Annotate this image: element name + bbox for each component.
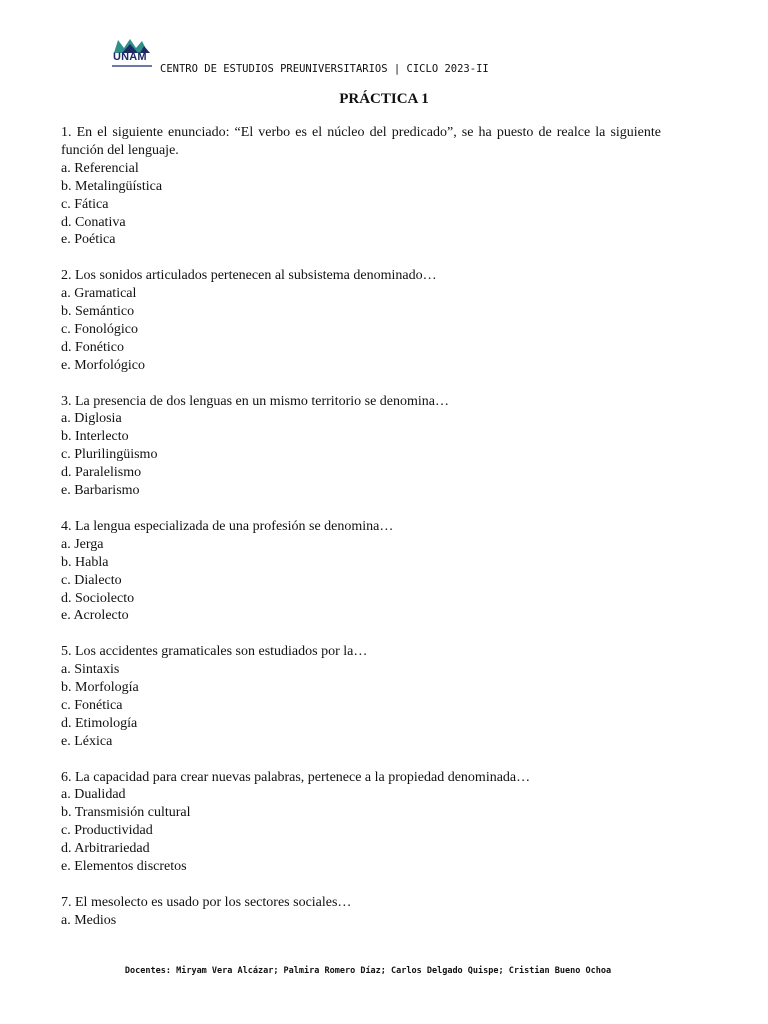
question-3	[61, 393, 661, 500]
logo-text: UNAM	[113, 51, 147, 63]
answer-option: a. Diglosia	[61, 411, 122, 427]
question-text: 2. Los sonidos articulados pertenecen al subsistema denominado…	[61, 268, 437, 284]
answer-option: a. Referencial	[61, 160, 139, 176]
question-5	[61, 643, 661, 750]
answer-option: a. Gramatical	[61, 286, 137, 302]
answer-option: c. Productividad	[61, 823, 153, 839]
answer-option: b. Transmisión cultural	[61, 805, 191, 821]
question-text: 5. Los accidentes gramaticales son estudiados por la…	[61, 644, 368, 660]
answer-option: a. Sintaxis	[61, 662, 120, 678]
answer-option: c. Fática	[61, 196, 109, 212]
answer-option: c. Fonética	[61, 697, 123, 713]
answer-option: e. Morfológico	[61, 357, 145, 373]
question-text: 1. En el siguiente enunciado: “El verbo es el núcleo del predicado”, se ha puesto de realce la siguiente función del lenguaje.	[61, 125, 661, 158]
answer-option: b. Habla	[61, 554, 109, 570]
answer-option: d. Paralelismo	[61, 465, 142, 481]
question-4	[61, 518, 661, 625]
answer-option: a. Medios	[61, 912, 117, 928]
unam-logo	[112, 38, 152, 72]
answer-option: d. Fonético	[61, 339, 124, 355]
question-text: 4. La lengua especializada de una profesión se denomina…	[61, 518, 394, 534]
question-text: 3. La presencia de dos lenguas en un mismo territorio se denomina…	[61, 393, 450, 409]
footer-teachers: Docentes: Miryam Vera Alcázar; Palmira Romero Díaz; Carlos Delgado Quispe; Cristian Bueno Ochoa	[124, 966, 612, 976]
answer-option: e. Elementos discretos	[61, 859, 187, 875]
answer-option: e. Barbarismo	[61, 483, 140, 499]
answer-option: b. Semántico	[61, 304, 135, 320]
answer-option: d. Sociolecto	[61, 590, 135, 606]
question-7	[61, 894, 661, 930]
answer-option: d. Conativa	[61, 214, 126, 230]
answer-option: e. Acrolecto	[61, 608, 129, 624]
answer-option: d. Etimología	[61, 715, 138, 731]
question-2	[61, 267, 661, 374]
answer-option: e. Léxica	[61, 733, 113, 749]
answer-option: c. Fonológico	[61, 321, 138, 337]
logo-underline	[112, 65, 152, 67]
question-1	[61, 124, 661, 249]
answer-option: c. Dialecto	[61, 572, 122, 588]
answer-option: b. Interlecto	[61, 429, 129, 445]
answer-option: c. Plurilingüismo	[61, 447, 158, 463]
answer-option: a. Jerga	[61, 536, 104, 552]
question-6	[61, 769, 661, 876]
questions-list	[61, 124, 661, 948]
answer-option: b. Morfología	[61, 680, 139, 696]
header-title: CENTRO DE ESTUDIOS PREUNIVERSITARIOS | CICLO 2023-II	[160, 63, 489, 75]
question-text: 6. La capacidad para crear nuevas palabras, pertenece a la propiedad denominada…	[61, 769, 531, 785]
page-title: PRÁCTICA 1	[339, 91, 429, 107]
answer-option: b. Metalingüística	[61, 178, 163, 194]
question-text: 7. El mesolecto es usado por los sectores sociales…	[61, 894, 352, 910]
answer-option: d. Arbitrariedad	[61, 841, 150, 857]
answer-option: e. Poética	[61, 232, 116, 248]
answer-option: a. Dualidad	[61, 787, 126, 803]
